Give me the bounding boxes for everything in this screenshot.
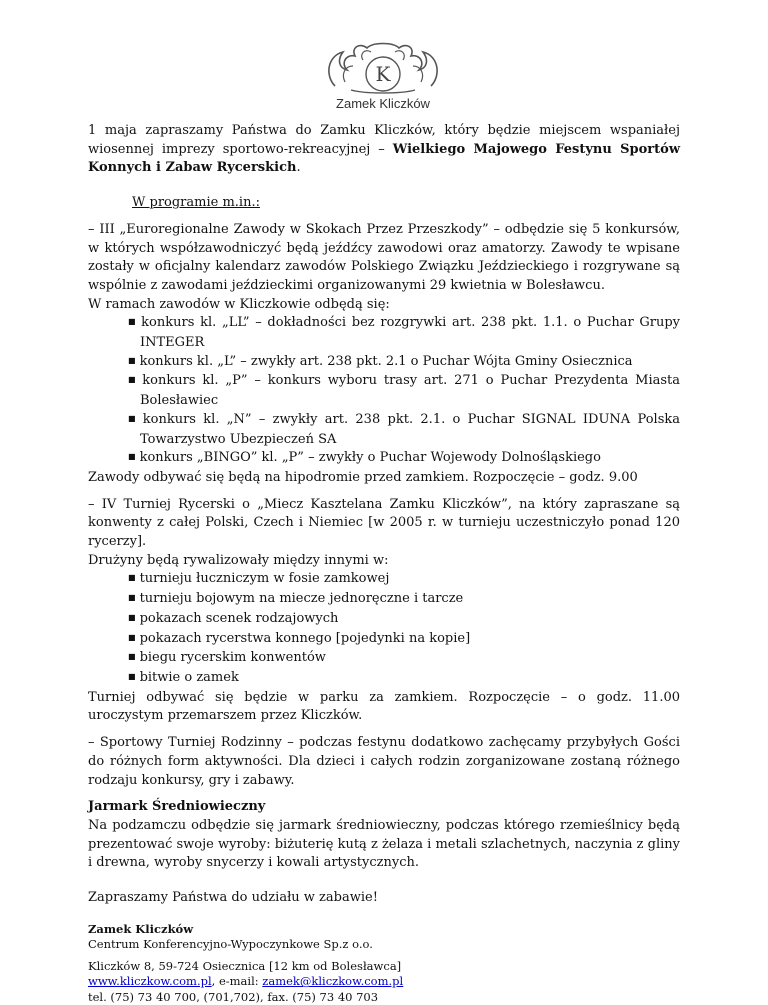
list-item: ■ biegu rycerskim konwentów <box>128 650 326 666</box>
section2-closing: Turniej odbywać się będzie w parku za zamkiem. Rozpoczęcie – o godz. 11.00 uroczystym przemarszem przez Kliczków. <box>88 689 680 724</box>
list-item: ■ pokazach scenek rodzajowych <box>128 610 339 626</box>
footer-address: Kliczków 8, 59-724 Osiecznica [12 km od Bolesławca] <box>88 958 402 973</box>
footer-links: www.kliczkow.com.pl, e-mail: zamek@kliczkow.com.pl <box>88 974 404 989</box>
list-item: ■ konkurs kl. „N” – zwykły art. 238 pkt. 2.1. o Puchar SIGNAL IDUNA Polska Towarzystwo Ubezpieczeń SA <box>128 411 680 447</box>
section1-lead: W ramach zawodów w Kliczkowie odbędą się: <box>88 296 390 312</box>
list-item: ■ konkurs kl. „LL” – dokładności bez rozgrywki art. 238 pkt. 1.1. o Puchar Grupy INTEGER <box>128 315 681 351</box>
program-title: W programie m.in.: <box>132 195 260 211</box>
footer-company: Centrum Konferencyjno-Wypoczynkowe Sp.z o.o. <box>88 937 373 952</box>
email-link[interactable]: zamek@kliczkow.com.pl <box>262 974 404 989</box>
logo-name: Zamek Kliczków <box>336 96 430 111</box>
crest-ornament-icon <box>315 38 451 98</box>
section2-paragraph: – IV Turniej Rycerski o „Miecz Kasztelana Zamku Kliczków”, na który zapraszane są konwenty z całej Polski, Czech i Niemiec [w 2005 r. w turnieju uczestniczyło ponad 120 rycerzy]. <box>88 496 680 550</box>
logo-letter: K <box>375 62 391 86</box>
section1-closing: Zawody odbywać się będą na hipodromie przed zamkiem. Rozpoczęcie – godz. 9.00 <box>88 469 638 485</box>
footer-name: Zamek Kliczków <box>88 921 194 936</box>
section2-list <box>88 570 680 688</box>
market-paragraph: Na podzamczu odbędzie się jarmark średniowieczny, podczas którego rzemieślnicy będą prezentować swoje wyroby: biżuterię kutą z żelaza i metali szlachetnych, naczynia z gliny i drewna, wyroby snycerzy i kowali artystycznych. <box>88 817 680 871</box>
section1-list <box>88 314 680 469</box>
invite-text: Zapraszamy Państwa do udziału w zabawie! <box>88 890 378 906</box>
website-link[interactable]: www.kliczkow.com.pl <box>88 974 212 989</box>
festival-name: Wielkiego Majowego Festynu Sportów Konnych i Zabaw Rycerskich <box>88 141 681 176</box>
list-item: ■ pokazach rycerstwa konnego [pojedynki na kopie] <box>128 630 471 646</box>
zamek-kliczkow-logo <box>315 38 451 116</box>
section3-paragraph: – Sportowy Turniej Rodzinny – podczas festynu dodatkowo zachęcamy przybyłych Gości do różnych form aktywności. Dla dzieci i całych rodzin zorganizowane zostaną różnego rodzaju konkursy, gry i zabawy. <box>88 735 680 788</box>
market-title: Jarmark Średniowieczny <box>88 799 266 815</box>
document-body <box>88 122 680 1005</box>
list-item: ■ konkurs kl. „L” – zwykły art. 238 pkt. 2.1 o Puchar Wójta Gminy Osiecznica <box>128 353 633 369</box>
list-item: ■ konkurs „BINGO” kl. „P” – zwykły o Puchar Wojewody Dolnośląskiego <box>128 450 601 466</box>
list-item: ■ turnieju bojowym na miecze jednoręczne i tarcze <box>128 591 464 607</box>
section1-paragraph: – III „Euroregionalne Zawody w Skokach Przez Przeszkody” – odbędzie się 5 konkursów, w których współzawodniczyć będą jeźdźcy zawodowi oraz amatorzy. Zawody te wpisane zostały w oficjalny kalendarz zawodów Polskiego Związku Jeździeckiego i rozgrywane są wspólnie z zawodami jeździeckimi organizowanymi 29 kwietnia w Bolesławcu. <box>88 221 680 293</box>
footer-phone: tel. (75) 73 40 700, (701,702), fax. (75) 73 40 703 <box>88 989 379 1004</box>
section2-lead: Drużyny będą rywalizowały między innymi w: <box>88 552 389 568</box>
list-item: ■ bitwie o zamek <box>128 669 239 685</box>
list-item: ■ konkurs kl. „P” – konkurs wyboru trasy art. 271 o Puchar Prezydenta Miasta Bolesławiec <box>128 373 681 409</box>
intro-paragraph: 1 maja zapraszamy Państwa do Zamku Kliczków, który będzie miejscem wspaniałej wiosennej imprezy sportowo-rekreacyjnej – Wielkiego Majowego Festynu Sportów Konnych i Zabaw Rycerskich. <box>88 123 681 176</box>
contact-footer <box>88 922 680 1005</box>
list-item: ■ turnieju łuczniczym w fosie zamkowej <box>128 571 390 587</box>
